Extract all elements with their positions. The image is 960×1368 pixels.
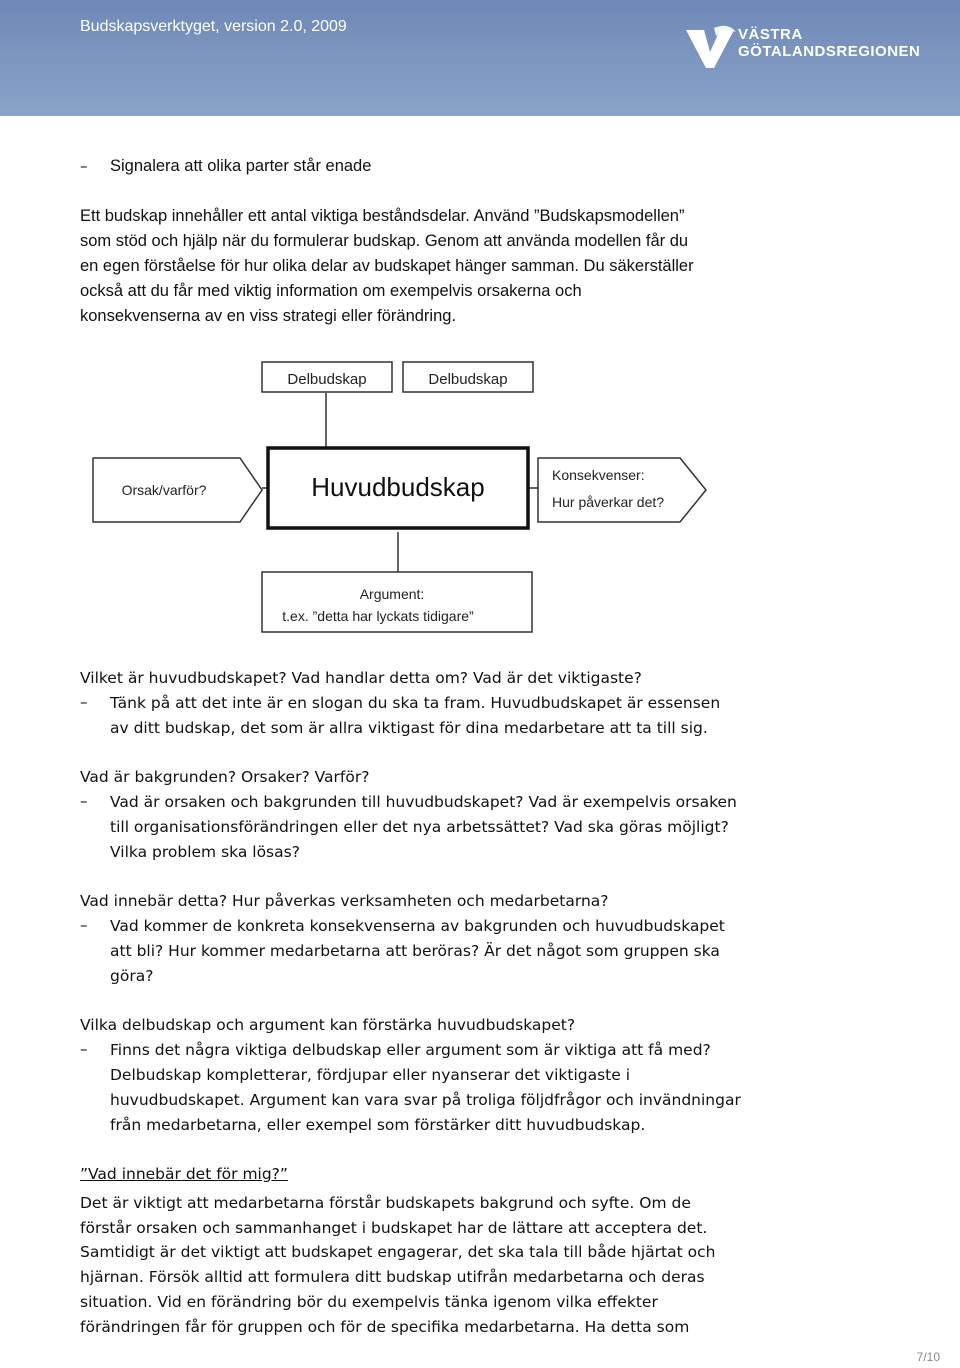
consequence-label: Konsekvenser: [552, 467, 645, 483]
bullet-line: göra? [110, 967, 154, 985]
bullet-line: från medarbetarna, eller exempel som förstärker ditt huvudbudskap. [110, 1116, 646, 1134]
bullet-line: Vad kommer de konkreta konsekvenserna av bakgrunden och huvudbudskapet [110, 917, 725, 935]
section-heading: Vad är bakgrunden? Orsaker? Varför? [80, 768, 370, 786]
bullet-line: Tänk på att det inte är en slogan du ska ta fram. Huvudbudskapet är essensen [110, 694, 721, 712]
intro-line: som stöd och hjälp när du formulerar budskap. Genom att använda modellen får du [80, 232, 689, 250]
bullet-dash: – [80, 693, 88, 711]
bullet-line: till organisationsförändringen eller det nya arbetssättet? Vad ska göras möjligt? [110, 818, 729, 836]
final-line: förändringen får för gruppen och för de specifika medarbetarna. Ha detta som [80, 1318, 690, 1336]
intro-line: Ett budskap innehåller ett antal viktiga beståndsdelar. Använd ”Budskapsmodellen” [80, 207, 685, 225]
final-line: förstår orsaken och sammanhanget i budskapet har de lättare att acceptera det. [80, 1219, 708, 1237]
bullet-line: Finns det några viktiga delbudskap eller argument som är viktiga att få med? [110, 1041, 711, 1059]
bullet-line: huvudbudskapet. Argument kan vara svar på troliga följdfrågor och invändningar [110, 1091, 741, 1109]
section-heading: Vilket är huvudbudskapet? Vad handlar detta om? Vad är det viktigaste? [80, 669, 642, 687]
message-model-diagram [90, 360, 720, 640]
bullet-dash: – [80, 1040, 88, 1058]
consequence-question: Hur påverkar det? [552, 494, 665, 510]
argument-example: t.ex. ”detta har lyckats tidigare” [282, 608, 474, 624]
main-message-label: Huvudbudskap [311, 472, 485, 502]
intro-line: en egen förståelse för hur olika delar av budskapet hänger samman. Du säkerställer [80, 257, 694, 275]
argument-label: Argument: [359, 586, 425, 602]
bullet-line: Delbudskap kompletterar, fördjupar eller nyanserar det viktigaste i [110, 1066, 631, 1084]
bullet-dash: – [80, 916, 88, 934]
final-line: hjärnan. Försök alltid att formulera ditt budskap utifrån medarbetarna och deras [80, 1268, 705, 1286]
bullet-dash: – [80, 792, 88, 810]
final-line: situation. Vid en förändring bör du exempelvis tänka igenom vilka effekter [80, 1293, 658, 1311]
final-line: Samtidigt är det viktigt att budskapet engagerar, det ska tala till både hjärtat och [80, 1243, 716, 1261]
bullet-dash: – [80, 157, 88, 175]
final-heading: ”Vad innebär det för mig?” [80, 1165, 288, 1183]
cause-label: Orsak/varför? [121, 482, 207, 498]
document-title: Budskapsverktyget, version 2.0, 2009 [80, 18, 347, 35]
sub-message-label-2: Delbudskap [428, 371, 508, 388]
section-heading: Vad innebär detta? Hur påverkas verksamheten och medarbetarna? [80, 892, 609, 910]
final-line: Det är viktigt att medarbetarna förstår budskapets bakgrund och syfte. Om de [80, 1194, 691, 1212]
sub-message-label-1: Delbudskap [287, 371, 367, 388]
bullet-line: att bli? Hur kommer medarbetarna att beröras? Är det något som gruppen ska [110, 942, 720, 960]
bullet-line: Vilka problem ska lösas? [110, 843, 300, 861]
page-header [0, 0, 960, 116]
intro-bullet: Signalera att olika parter står enade [110, 157, 372, 175]
intro-line: också att du får med viktig information om exempelvis orsakerna och [80, 282, 582, 300]
bullet-line: Vad är orsaken och bakgrunden till huvudbudskapet? Vad är exempelvis orsaken [110, 793, 737, 811]
page-number: 7/10 [916, 1350, 940, 1364]
intro-line: konsekvenserna av en viss strategi eller förändring. [80, 307, 457, 325]
section-heading: Vilka delbudskap och argument kan förstärka huvudbudskapet? [80, 1016, 576, 1034]
logo-text: VÄSTRA GÖTALANDSREGIONEN [738, 26, 921, 60]
bullet-line: av ditt budskap, det som är allra viktigast för dina medarbetare att ta till sig. [110, 719, 708, 737]
